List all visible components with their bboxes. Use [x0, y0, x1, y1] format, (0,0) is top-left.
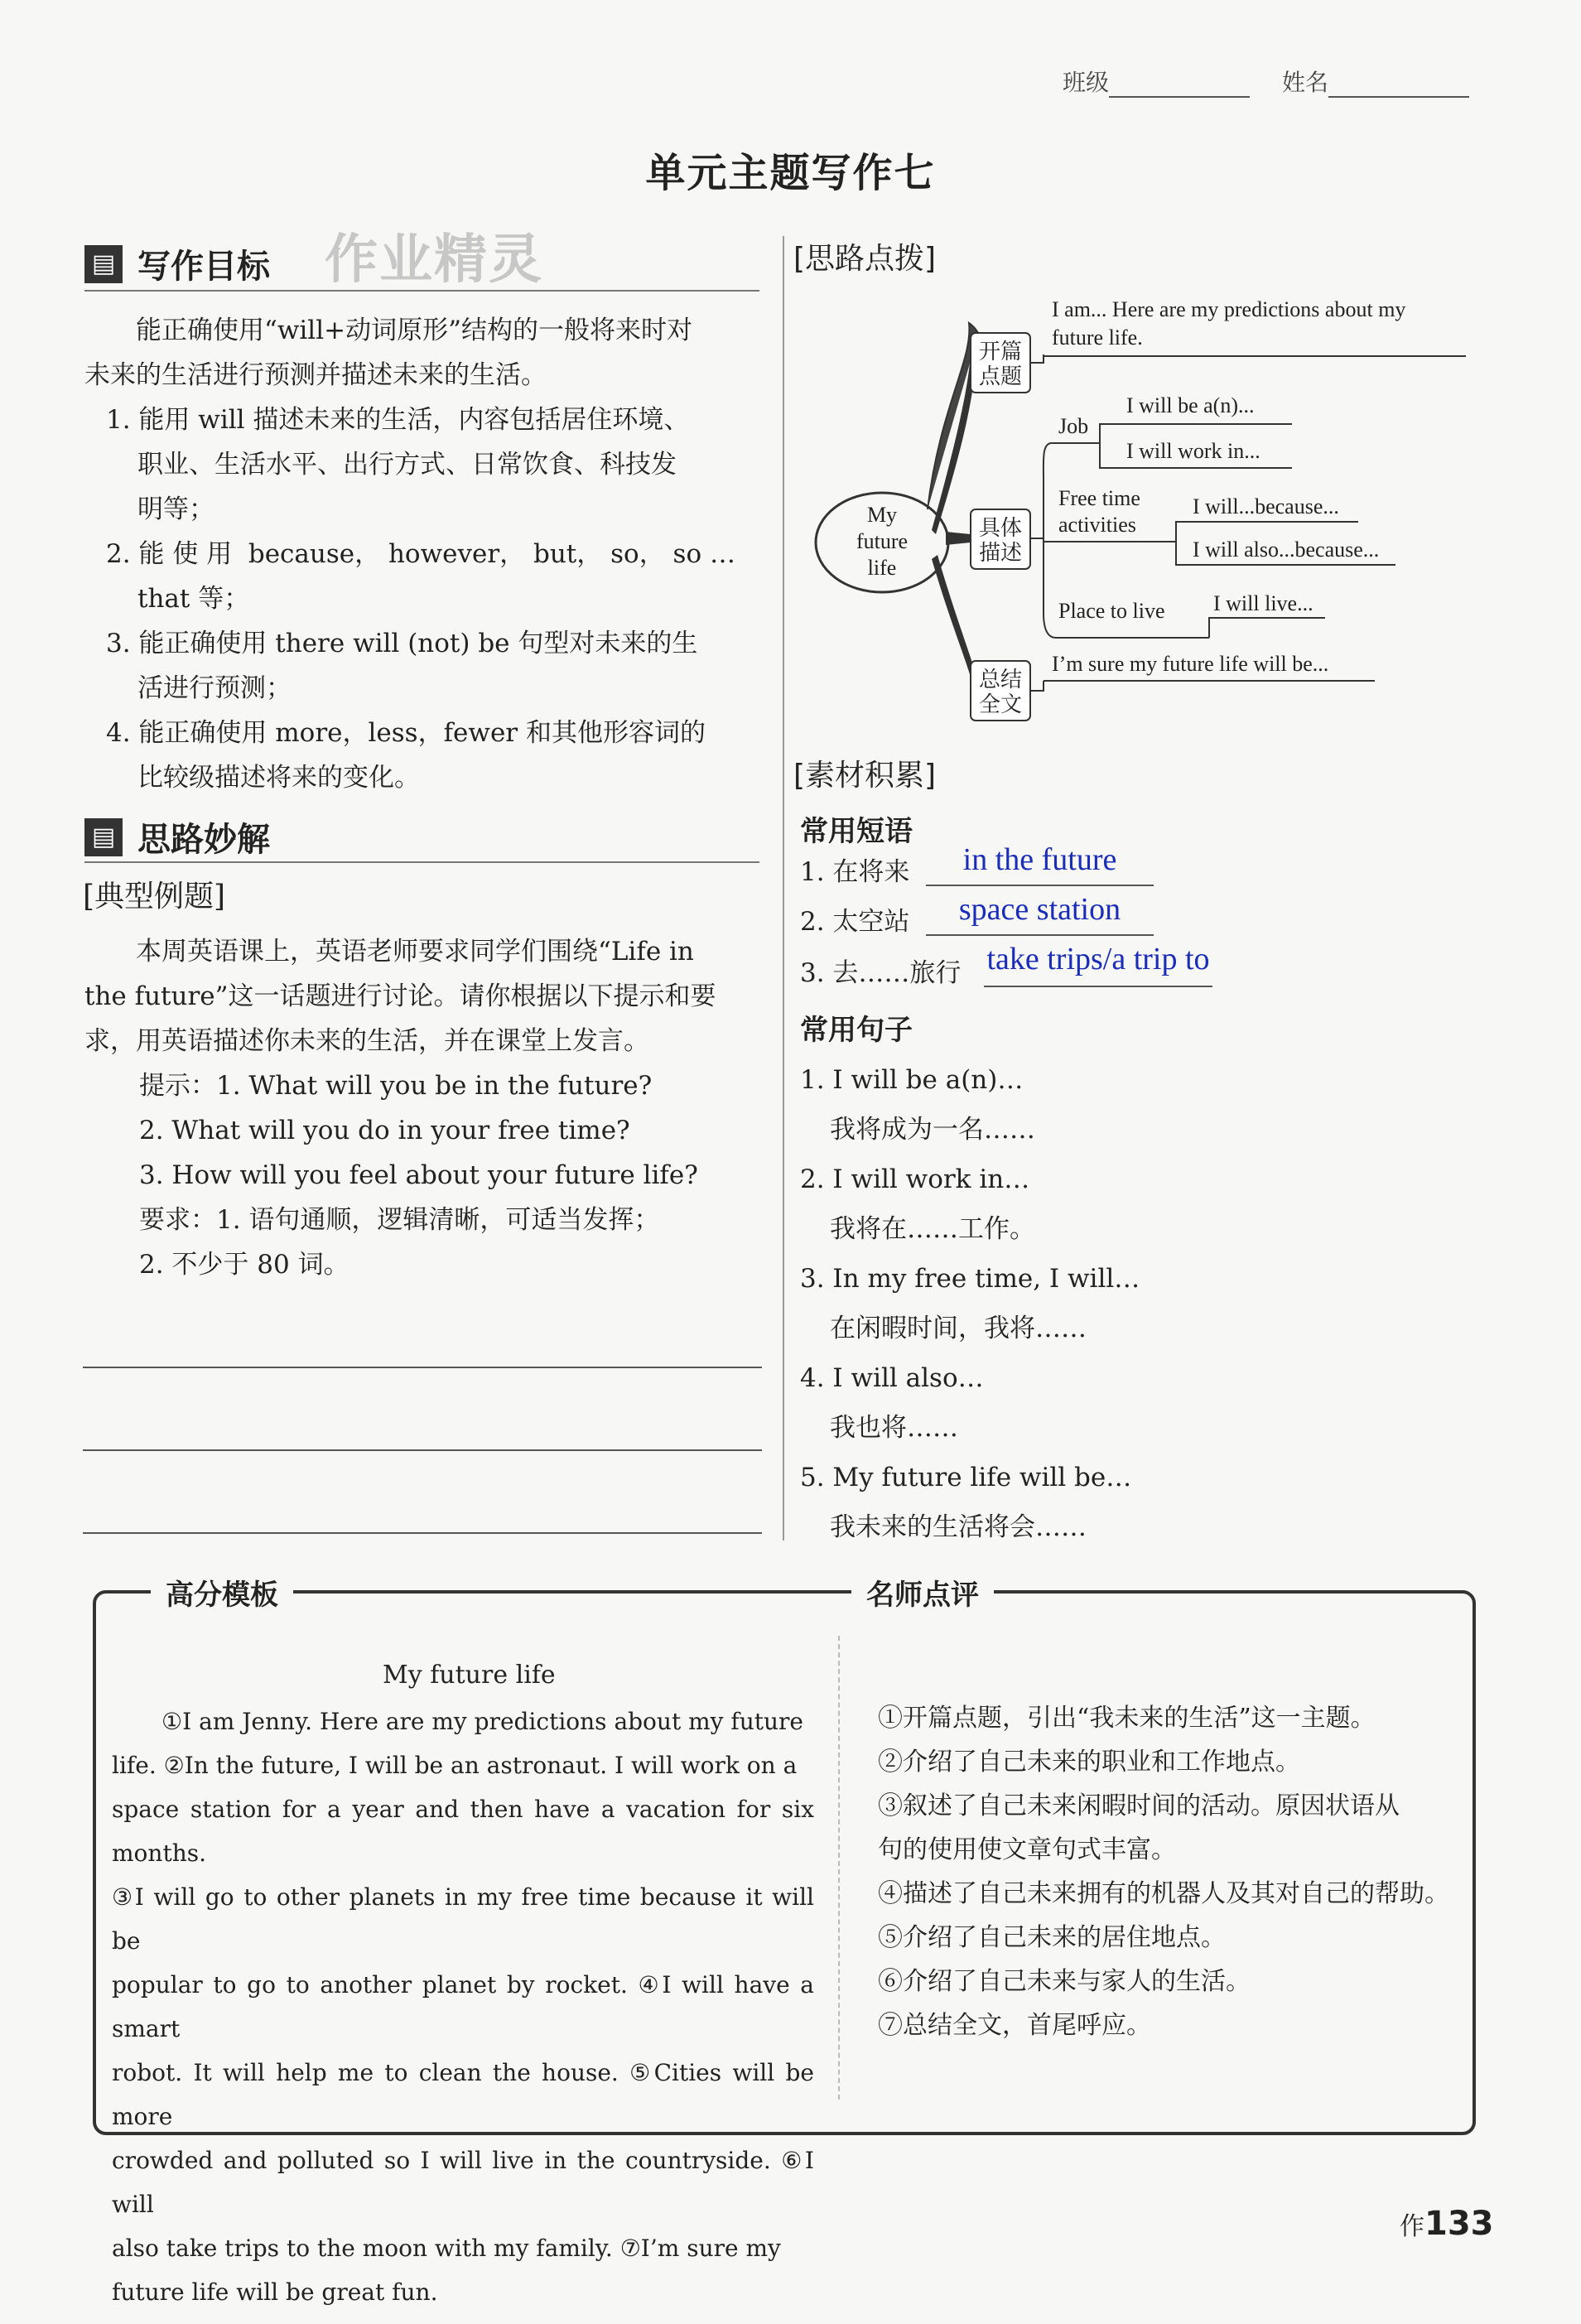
template-label: 高分模板 [151, 1572, 293, 1613]
mindmap-center-1: My [866, 503, 898, 527]
mindmap-sum-1: 总结 [978, 668, 1023, 692]
sentence-cn-1: 我将成为一名…… [830, 1115, 1035, 1145]
phrases-title: 常用短语 [800, 815, 913, 848]
mindmap [795, 282, 1491, 745]
model-essay: ①I am Jenny. Here are my predictions about my future life. ②In the future, I will be an astronaut. I will work on a space station for a year and then have a vacation for six months. ③I will go to other planets in my free time because it will be popular to go to another planet by rocket. ④I will have a smart robot. It will help me to clean the house. ⑤Cities will be more crowded and polluted so I will live in the countryside. ⑥I will also take trips to the moon with my family. ⑦I’m sure my future life will be great fun. [112, 1708, 814, 2306]
name-blank[interactable] [1328, 96, 1469, 98]
watermark: 作业精灵 [325, 229, 543, 291]
class-label: 班级 [1063, 69, 1110, 96]
place-text-1: I will live... [1213, 591, 1313, 615]
section-ideas-rule [84, 861, 759, 863]
box-divider [838, 1636, 840, 2100]
goal-item-1: 1. 能用 will 描述未来的生活，内容包括居住环境、 职业、生活水平、出行方式、日常饮食、科技发 明等； [106, 405, 690, 524]
mindmap-subheading: [思路点拨] [793, 242, 937, 276]
section-book-icon: ▤ [84, 245, 123, 283]
sentence-cn-5: 我未来的生活将会…… [830, 1512, 1087, 1542]
page-title: 单元主题写作七 [645, 150, 936, 196]
material-subheading: [素材积累] [793, 759, 937, 793]
hint-1: 提示：1. What will you be in the future? [139, 1071, 653, 1101]
phrase-answer-2[interactable]: space station [926, 891, 1154, 936]
job-text-2: I will work in... [1126, 439, 1260, 463]
open-text-1: I am... Here are my predictions about my [1052, 297, 1406, 321]
writing-line-3[interactable] [83, 1532, 762, 1534]
place-label: Place to live [1058, 599, 1165, 623]
class-field [1063, 65, 1250, 98]
mindmap-center-2: future [856, 529, 909, 553]
review-comments: ①开篇点题，引出“我未来的生活”这一主题。 ②介绍了自己未来的职业和工作地点。 ③叙述了自己未来闲暇时间的活动。原因状语从 句的使用使文章句式丰富。 ④描述了自己未来拥有的机器人及其对自己的帮助。 ⑤介绍了自己未来的居住地点。 ⑥介绍了自己未来与家人的生活。 ⑦总结全文，首尾呼应。 [878, 1704, 1449, 2040]
phrase-row-2: 2. 太空站 [800, 907, 910, 937]
goal-item-3: 3. 能正确使用 there will (not) be 句型对未来的生 活进行预测； [106, 629, 698, 703]
section-book-icon: ▤ [84, 818, 123, 856]
example-task: 本周英语课上，英语老师要求同学们围绕“Life in the future”这一话题进行讨论。请你根据以下提示和要 求，用英语描述你未来的生活，并在课堂上发言。 提示：1. What will you be in the future? 2. What will you do in your free time? 3. How will you feel about your future life? 要求：1. 语句通顺，逻辑清晰，可适当发挥； 2. 不少于 80 词。 [84, 929, 764, 1287]
mindmap-center-3: life [867, 556, 897, 580]
hint-2: 2. What will you do in your free time? [139, 1116, 630, 1145]
goals-intro-2: 未来的生活进行预测并描述未来的生活。 [84, 360, 547, 390]
free-text-2: I will also...because... [1193, 538, 1380, 562]
section-ideas-heading [84, 813, 270, 861]
goal-item-4: 4. 能正确使用 more，less，fewer 和其他形容词的 比较级描述将来的变化。 [106, 718, 706, 793]
sentence-list [800, 1055, 1140, 1552]
mindmap-detail-2: 描述 [978, 541, 1023, 566]
free-text-1: I will...because... [1193, 494, 1339, 518]
sum-text: I’m sure my future life will be... [1052, 652, 1329, 676]
mindmap-open-1: 开篇 [978, 340, 1023, 364]
job-text-1: I will be a(n)... [1126, 393, 1255, 417]
job-label: Job [1058, 414, 1089, 438]
open-text-2: future life. [1052, 325, 1143, 350]
sentence-en-2: 2. I will work in… [800, 1164, 1030, 1194]
sentence-cn-3: 在闲暇时间，我将…… [830, 1314, 1087, 1343]
phrase-row-1: 1. 在将来 [800, 857, 910, 887]
goal-item-2: 2. 能 使 用 because， however， but， so， so … that 等； [106, 539, 735, 614]
writing-line-1[interactable] [83, 1367, 762, 1368]
sentence-cn-2: 我将在……工作。 [830, 1214, 1035, 1244]
phrase-answer-3[interactable]: take trips/a trip to [984, 941, 1212, 987]
review-label: 名师点评 [851, 1572, 994, 1613]
section-ideas-title: 思路妙解 [137, 821, 270, 859]
section-goals-rule [84, 290, 759, 292]
sentences-title: 常用句子 [800, 1014, 913, 1047]
sentence-en-1: 1. I will be a(n)… [800, 1065, 1024, 1095]
name-field [1282, 65, 1469, 98]
branch-open-fill [932, 352, 976, 534]
model-title: My future life [383, 1661, 556, 1690]
free-label-2: activities [1058, 513, 1136, 537]
page-number: 作133 [1400, 2205, 1494, 2243]
section-goals-title: 写作目标 [137, 248, 270, 286]
goals-block [84, 308, 764, 800]
column-divider [783, 236, 784, 1540]
branch-detail-fill [946, 532, 971, 545]
writing-line-2[interactable] [83, 1449, 762, 1451]
req-2: 2. 不少于 80 词。 [139, 1250, 349, 1280]
sentence-en-4: 4. I will also… [800, 1363, 984, 1393]
mindmap-detail-1: 具体 [978, 516, 1023, 541]
sentence-cn-4: 我也将…… [830, 1413, 958, 1443]
mindmap-open-2: 点题 [978, 364, 1023, 389]
name-label: 姓名 [1282, 69, 1329, 96]
phrase-row-3: 3. 去……旅行 [800, 958, 962, 988]
goals-intro-1: 能正确使用“will+动词原形”结构的一般将来时对 [136, 316, 692, 345]
mindmap-sum-2: 全文 [978, 692, 1023, 717]
section-goals-heading [84, 240, 270, 287]
free-label-1: Free time [1058, 486, 1140, 510]
hint-3: 3. How will you feel about your future life? [139, 1160, 698, 1190]
example-subheading: [典型例题] [83, 880, 226, 914]
class-blank[interactable] [1109, 96, 1250, 98]
phrase-answer-1[interactable]: in the future [926, 841, 1154, 886]
sentence-en-3: 3. In my free time, I will… [800, 1264, 1140, 1294]
sentence-en-5: 5. My future life will be… [800, 1463, 1132, 1492]
req-1: 要求：1. 语句通顺，逻辑清晰，可适当发挥； [139, 1205, 660, 1235]
